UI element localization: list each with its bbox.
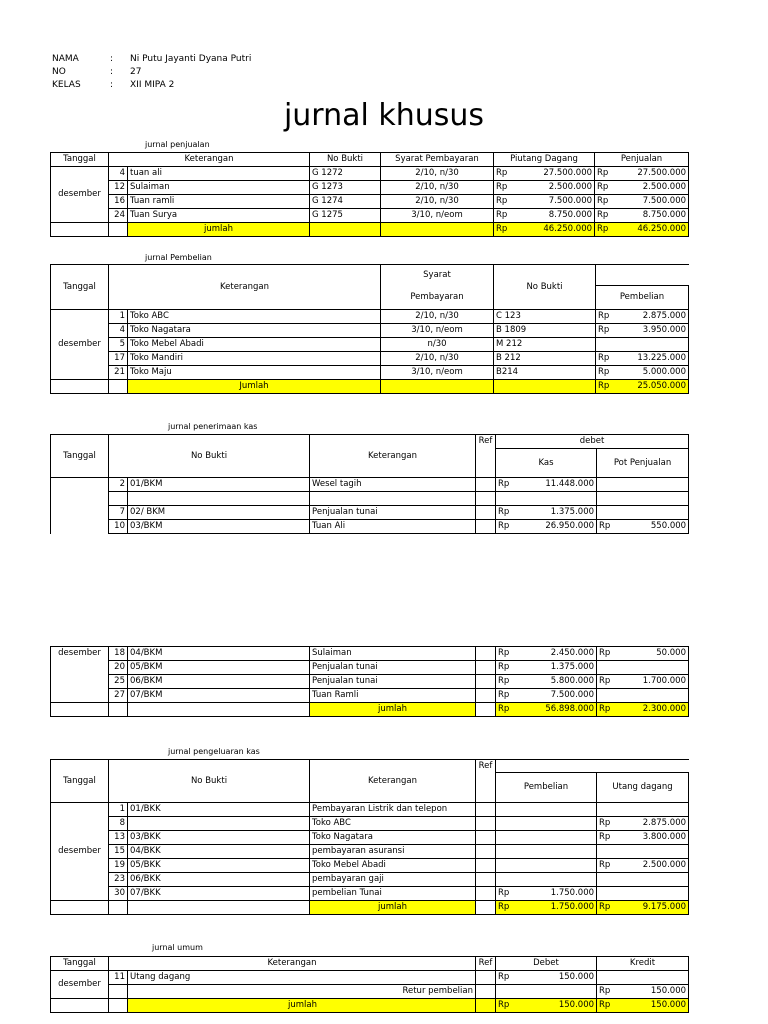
row-discount [617,478,689,492]
total-label: jumlah [128,999,476,1013]
row-currency [496,492,516,506]
table-row [51,817,689,831]
row-day: 25 [109,675,128,689]
row-day: 21 [109,366,128,380]
row-ref: C 123 [494,310,596,324]
row-ref: M 212 [494,338,596,352]
row-currency [597,887,617,901]
row-currency: Rp [595,209,615,223]
row-payable: 2.875.000 [617,817,689,831]
row-discount [617,661,689,675]
row-discount [617,506,689,520]
row-credit: 150.000 [617,985,689,999]
total-currency: Rp [596,380,616,394]
purchase-header-terms-bottom: Pembayaran [381,285,494,310]
general-header-date: Tanggal [51,957,109,971]
row-payable [617,887,689,901]
row-ref: 07/BKM [128,689,310,703]
row-amount: 2.875.000 [616,310,689,324]
sales-header-ref: No Bukti [310,153,381,167]
total-currency: Rp [496,999,516,1013]
table-row [51,366,689,380]
row-day: 30 [109,887,128,901]
row-desc: Penjualan tunai [310,506,476,520]
row-desc: Wesel tagih [310,478,476,492]
row-purchase [516,803,597,817]
row-sales: 27.500.000 [615,167,689,181]
row-ref: B 1809 [494,324,596,338]
row-amount: 3.950.000 [616,324,689,338]
table-row [51,873,689,887]
cash-out-journal-caption: jurnal pengeluaran kas [168,747,260,756]
row-credit [617,971,689,985]
cash-in-month: desember [51,647,109,703]
total-currency: Rp [496,901,516,915]
row-currency: Rp [496,971,516,985]
table-row [51,167,689,181]
row-desc: Toko Nagatara [128,324,381,338]
row-terms: 3/10, n/eom [381,324,494,338]
purchase-header-purchase: Pembelian [596,285,689,310]
total-row [51,999,689,1013]
table-row [51,845,689,859]
total-label: Jumlah [128,380,381,394]
row-day: 13 [109,831,128,845]
row-ref: 03/BKM [128,520,310,534]
row-day: 23 [109,873,128,887]
row-desc: Retur pembelian [128,985,476,999]
row-currency [597,661,617,675]
row-day: 16 [109,195,128,209]
row-debit: 150.000 [516,971,597,985]
row-discount: 550.000 [617,520,689,534]
cash-out-header-purchase: Pembelian [496,773,597,803]
total-amount: 25.050.000 [616,380,689,394]
sales-month: desember [51,167,109,223]
row-payable: 2.500.000 [617,859,689,873]
row-ref [128,817,310,831]
general-journal-table [50,956,689,1013]
table-row [51,506,689,520]
row-currency: Rp [494,167,514,181]
table-row [51,859,689,873]
row-desc: Utang dagang [128,971,476,985]
student-info [52,53,251,92]
row-currency: Rp [596,310,616,324]
total-row [51,223,689,237]
row-day: 10 [109,520,128,534]
row-payable [617,803,689,817]
total-currency: Rp [597,703,617,717]
row-payable [617,873,689,887]
row-purchase [516,831,597,845]
total-payable: 9.175.000 [617,901,689,915]
row-day: 1 [109,803,128,817]
row-ref: 06/BKK [128,873,310,887]
row-ref: 04/BKM [128,647,310,661]
row-currency [596,338,616,352]
total-discount: 2.300.000 [617,703,689,717]
row-currency [496,803,516,817]
row-day: 7 [109,506,128,520]
purchase-header-terms-top: Syarat [381,265,494,286]
table-row [51,195,689,209]
row-currency [496,831,516,845]
cash-in-header-debit: debet [496,435,689,449]
sales-journal-caption: jurnal penjualan [145,140,210,149]
row-ref: G 1272 [310,167,381,181]
row-desc: pembayaran gaji [310,873,476,887]
row-sales: 8.750.000 [615,209,689,223]
row-receivable: 27.500.000 [514,167,595,181]
row-cash: 11.448.000 [516,478,597,492]
row-discount [617,689,689,703]
row-day: 18 [109,647,128,661]
general-month: desember [51,971,109,999]
row-desc: tuan ali [128,167,310,181]
row-desc: Sulaiman [310,647,476,661]
row-ref: 01/BKK [128,803,310,817]
class-label: KELAS [52,80,81,90]
cash-in-header-post: Ref [476,435,496,478]
row-desc: Tuan Ali [310,520,476,534]
row-ref: 06/BKM [128,675,310,689]
cash-out-header-desc: Keterangan [310,760,476,803]
row-desc: Tuan Ramli [310,689,476,703]
row-ref: G 1273 [310,181,381,195]
row-currency: Rp [494,181,514,195]
purchase-journal-caption: jurnal Pembelian [145,253,212,262]
table-row [51,310,689,324]
row-day: 11 [109,971,128,985]
row-ref: 02/ BKM [128,506,310,520]
row-desc: Toko Mandiri [128,352,381,366]
general-header-post: Ref [476,957,496,971]
table-row [51,324,689,338]
sales-header-sales: Penjualan [595,153,689,167]
general-header-desc: Keterangan [109,957,476,971]
row-cash: 26.950.000 [516,520,597,534]
general-header-credit: Kredit [597,957,689,971]
sales-journal-table [50,152,689,237]
row-currency [496,845,516,859]
row-day: 2 [109,478,128,492]
row-purchase [516,817,597,831]
row-cash [516,492,597,506]
row-cash: 2.450.000 [516,647,597,661]
row-currency: Rp [596,352,616,366]
row-amount: 13.225.000 [616,352,689,366]
row-currency: Rp [595,195,615,209]
row-day: 1 [109,310,128,324]
table-row [51,887,689,901]
row-currency: Rp [496,887,516,901]
page-title: jurnal khusus [283,98,485,133]
table-row [51,689,689,703]
row-cash: 1.375.000 [516,661,597,675]
row-payable: 3.800.000 [617,831,689,845]
purchase-header-row [51,265,689,286]
row-desc: pembayaran asuransi [310,845,476,859]
table-row [51,352,689,366]
row-purchase [516,845,597,859]
row-currency: Rp [494,195,514,209]
cash-in-header-date: Tanggal [51,435,109,478]
row-terms: 2/10, n/30 [381,352,494,366]
row-currency [597,803,617,817]
row-currency: Rp [597,817,617,831]
row-discount: 1.700.000 [617,675,689,689]
row-day: 20 [109,661,128,675]
purchase-month: desember [51,310,109,380]
row-currency: Rp [597,647,617,661]
table-row [51,661,689,675]
row-currency: Rp [596,324,616,338]
row-day: 8 [109,817,128,831]
total-row [51,380,689,394]
row-purchase [516,873,597,887]
table-row [51,520,689,534]
cash-out-journal-table [50,759,689,915]
cash-in-journal-table-bottom [50,646,689,717]
row-day: 5 [109,338,128,352]
row-sales: 2.500.000 [615,181,689,195]
sales-header-date: Tanggal [51,153,109,167]
name-value: Ni Putu Jayanti Dyana Putri [130,54,252,64]
row-ref: 03/BKK [128,831,310,845]
cash-out-header-payable: Utang dagang [597,773,689,803]
no-value: 27 [130,67,142,77]
row-desc: Penjualan tunai [310,675,476,689]
row-ref: B 212 [494,352,596,366]
row-terms: 2/10, n/30 [381,310,494,324]
row-debit [516,985,597,999]
table-row [51,971,689,985]
purchase-header-desc: Keterangan [109,265,381,310]
total-purchase: 1.750.000 [516,901,597,915]
row-currency: Rp [496,661,516,675]
table-row [51,181,689,195]
row-currency [597,689,617,703]
row-desc: Toko ABC [310,817,476,831]
row-currency: Rp [496,478,516,492]
row-currency [496,859,516,873]
purchase-header-date: Tanggal [51,265,109,310]
row-ref: 01/BKM [128,478,310,492]
row-currency: Rp [597,520,617,534]
row-purchase: 1.750.000 [516,887,597,901]
row-day: 27 [109,689,128,703]
row-currency [496,985,516,999]
row-currency [496,817,516,831]
general-header-debit: Debet [496,957,597,971]
row-day [109,492,128,506]
cash-in-journal-table-top [50,434,689,534]
row-amount: 5.000.000 [616,366,689,380]
row-ref: 07/BKK [128,887,310,901]
row-terms: 2/10, n/30 [381,167,494,181]
row-currency [597,506,617,520]
cash-out-month: desember [51,803,109,901]
row-desc: Toko Mebel Abadi [310,859,476,873]
cash-in-header-discount: Pot Penjualan [597,449,689,478]
row-desc: Sulaiman [128,181,310,195]
total-currency: Rp [496,703,516,717]
purchase-header-ref: No Bukti [494,265,596,310]
total-label: jumlah [310,901,476,915]
row-currency [496,873,516,887]
row-purchase [516,859,597,873]
row-currency [597,845,617,859]
sales-header-terms: Syarat Pembayaran [381,153,494,167]
row-currency: Rp [496,520,516,534]
row-currency: Rp [597,859,617,873]
row-currency: Rp [496,675,516,689]
table-row [51,338,689,352]
table-row [51,831,689,845]
row-desc: pembelian Tunai [310,887,476,901]
cash-out-header-post: Ref [476,760,496,803]
row-ref: B214 [494,366,596,380]
table-row [51,647,689,661]
row-desc: Toko Maju [128,366,381,380]
row-currency: Rp [597,675,617,689]
row-day: 12 [109,181,128,195]
table-row [51,675,689,689]
general-header-row [51,957,689,971]
row-receivable: 7.500.000 [514,195,595,209]
row-sales: 7.500.000 [615,195,689,209]
total-currency: Rp [597,999,617,1013]
row-receivable: 2.500.000 [514,181,595,195]
total-sales: 46.250.000 [615,223,689,237]
general-journal-caption: jurnal umum [152,943,203,952]
row-currency: Rp [595,181,615,195]
row-ref: 05/BKK [128,859,310,873]
row-terms: 2/10, n/30 [381,181,494,195]
row-currency: Rp [596,366,616,380]
row-currency: Rp [494,209,514,223]
cash-in-header-ref: No Bukti [109,435,310,478]
row-desc: Tuan ramli [128,195,310,209]
row-currency: Rp [496,647,516,661]
class-value: XII MIPA 2 [130,80,175,90]
cash-in-header-desc: Keterangan [310,435,476,478]
name-label: NAMA [52,54,79,64]
row-currency: Rp [597,985,617,999]
total-label: jumlah [310,703,476,717]
row-ref: G 1274 [310,195,381,209]
row-day [109,985,128,999]
row-currency [597,478,617,492]
table-row [51,985,689,999]
total-currency: Rp [597,901,617,915]
purchase-journal-table [50,264,689,394]
sales-header-desc: Keterangan [109,153,310,167]
row-terms: n/30 [381,338,494,352]
row-day: 19 [109,859,128,873]
row-desc: Tuan Surya [128,209,310,223]
row-desc: Pembayaran Listrik dan telepon [310,803,476,817]
row-currency: Rp [496,506,516,520]
row-ref: 04/BKK [128,845,310,859]
total-row [51,901,689,915]
total-row [51,703,689,717]
row-terms: 3/10, n/eom [381,366,494,380]
total-label: jumlah [128,223,310,237]
row-ref: G 1275 [310,209,381,223]
table-row [51,803,689,817]
total-currency: Rp [595,223,615,237]
row-payable [617,845,689,859]
cash-in-header-cash: Kas [496,449,597,478]
row-day: 17 [109,352,128,366]
cash-out-header-date: Tanggal [51,760,109,803]
row-amount [616,338,689,352]
table-row [51,492,689,506]
row-cash: 7.500.000 [516,689,597,703]
row-desc: Toko ABC [128,310,381,324]
row-currency [597,873,617,887]
row-terms: 2/10, n/30 [381,195,494,209]
row-desc [310,492,476,506]
row-currency: Rp [597,831,617,845]
total-debit: 150.000 [516,999,597,1013]
row-terms: 3/10, n/eom [381,209,494,223]
row-day: 4 [109,324,128,338]
row-desc: Penjualan tunai [310,661,476,675]
class-separator: : [110,80,114,90]
no-separator: : [110,67,114,77]
row-currency: Rp [595,167,615,181]
name-separator: : [110,54,114,64]
row-day: 24 [109,209,128,223]
total-credit: 150.000 [617,999,689,1013]
table-row [51,209,689,223]
row-receivable: 8.750.000 [514,209,595,223]
row-day: 15 [109,845,128,859]
no-label: NO [52,67,66,77]
row-ref [128,492,310,506]
row-desc: Toko Mebel Abadi [128,338,381,352]
cash-out-header-ref: No Bukti [109,760,310,803]
row-currency: Rp [496,689,516,703]
cash-in-journal-caption: jurnal penerimaan kas [168,422,258,431]
row-currency [597,492,617,506]
total-receivable: 46.250.000 [514,223,595,237]
row-cash: 5.800.000 [516,675,597,689]
total-cash: 56.898.000 [516,703,597,717]
row-discount [617,492,689,506]
row-desc: Toko Nagatara [310,831,476,845]
sales-header-receivable: Piutang Dagang [494,153,595,167]
table-row [51,478,689,492]
row-ref: 05/BKM [128,661,310,675]
row-cash: 1.375.000 [516,506,597,520]
sales-header-row [51,153,689,167]
row-discount: 50.000 [617,647,689,661]
total-currency: Rp [494,223,514,237]
row-currency [597,971,617,985]
row-day: 4 [109,167,128,181]
